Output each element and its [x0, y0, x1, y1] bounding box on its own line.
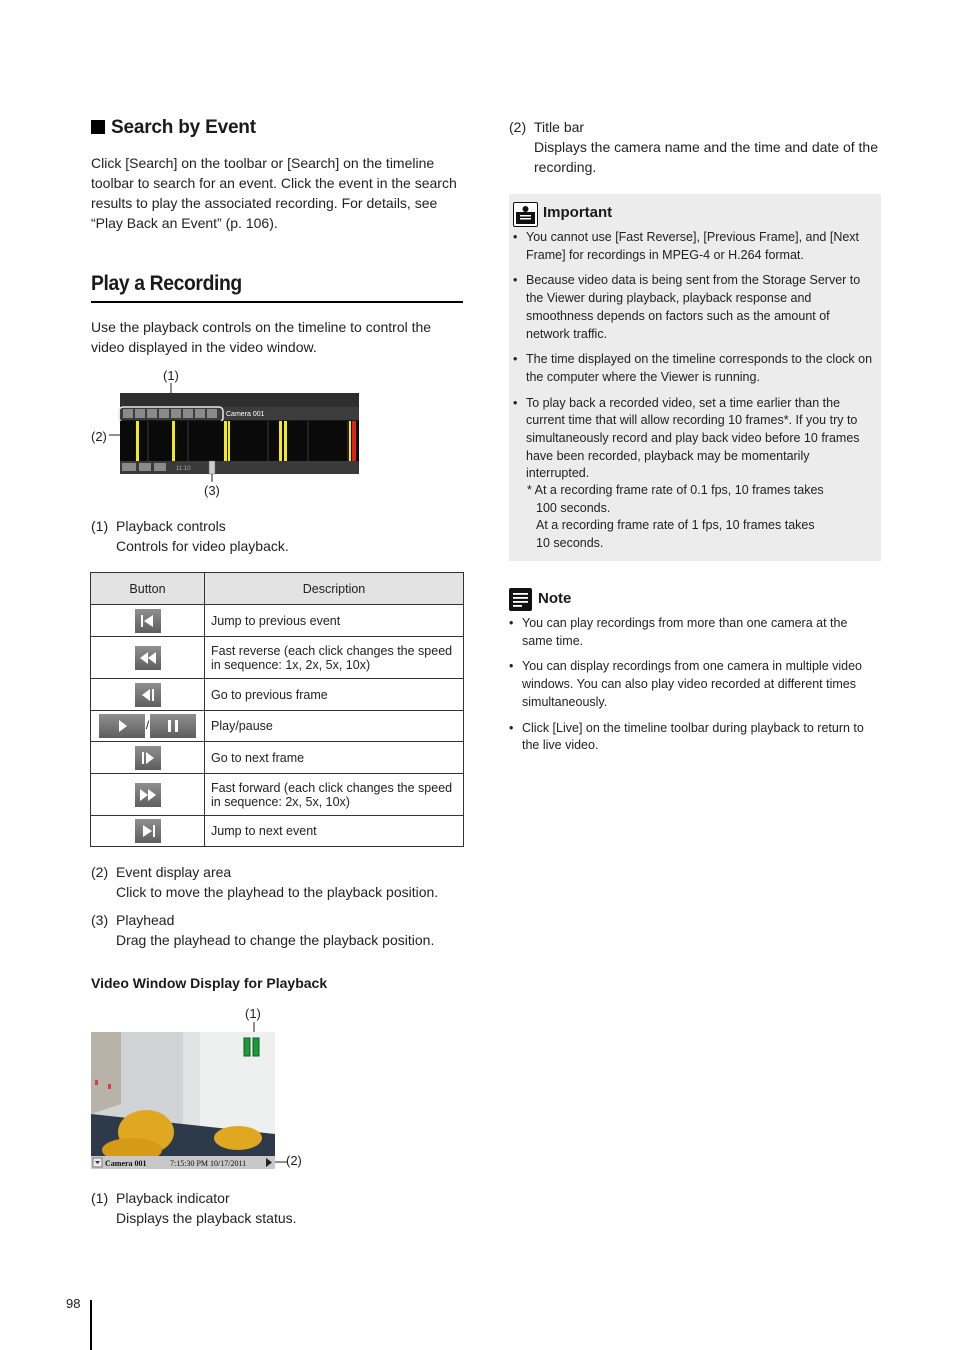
- item-title: Title bar: [534, 119, 585, 135]
- item-description: Displays the camera name and the time and date of the recording.: [534, 139, 878, 175]
- footnote-line: At a recording frame rate of 1 fps, 10 frames takes: [536, 518, 815, 533]
- fast-forward-icon: [135, 783, 161, 807]
- item-number: (1): [91, 518, 109, 534]
- heading-rule: [91, 301, 463, 303]
- icon-separator: /: [145, 718, 150, 733]
- item-number: (3): [91, 912, 109, 928]
- list-item: • You cannot use [Fast Reverse], [Previous Frame], and [Next Frame] for recordings in MPEG-4 or H.264 format.: [513, 229, 875, 264]
- item-title: Playback indicator: [116, 1190, 230, 1206]
- item-event-display-area: [91, 862, 463, 882]
- button-cell: [91, 742, 205, 774]
- timeline-callout-3: (3): [204, 483, 220, 498]
- note-title: Note: [538, 590, 572, 607]
- table-row: [91, 605, 464, 637]
- button-cell: [91, 774, 205, 816]
- video-time-label: 7:15:30 PM 10/17/2011: [170, 1159, 247, 1168]
- note-list: [509, 615, 881, 763]
- list-item: • Click [Live] on the timeline toolbar during playback to return to the live video.: [509, 720, 881, 755]
- footnote-line: * At a recording frame rate of 0.1 fps, 10 frames takes: [527, 483, 824, 497]
- play-recording-text: Use the playback controls on the timeline to control the video displayed in the video window.: [91, 319, 432, 355]
- footnote-line: 100 seconds.: [536, 500, 611, 515]
- video-callout-2: (2): [286, 1153, 302, 1168]
- video-window-figure: [88, 1004, 318, 1174]
- jump-previous-icon: [135, 609, 161, 633]
- button-cell: [91, 605, 205, 637]
- table-row: [91, 742, 464, 774]
- list-item: • Because video data is being sent from the Storage Server to the Viewer during playback, playback response and smoothness depends on factors such as the amount of network traffic.: [513, 272, 875, 343]
- button-cell: [91, 679, 205, 711]
- item-description: Click to move the playhead to the playback position.: [116, 884, 439, 900]
- item-title: Playhead: [116, 912, 175, 928]
- video-window-screenshot: [88, 1004, 318, 1174]
- timeline-callout-2: (2): [91, 429, 107, 444]
- description-cell: Go to previous frame: [205, 679, 464, 711]
- playhead-handle: [209, 461, 215, 474]
- note-icon: [509, 588, 532, 611]
- item-description: Drag the playhead to change the playback position.: [116, 932, 435, 948]
- item-title: Event display area: [116, 864, 232, 880]
- important-list: [513, 229, 875, 491]
- item-title: Playback controls: [116, 518, 226, 534]
- play-icon: [99, 714, 145, 738]
- item-playback-indicator: [91, 1188, 463, 1208]
- video-window-heading: Video Window Display for Playback: [91, 975, 328, 991]
- play-recording-heading: Play a Recording: [91, 272, 242, 295]
- button-table: [90, 572, 464, 847]
- timeline-camera-label: Camera 001: [226, 411, 265, 418]
- search-by-event-heading: Search by Event: [91, 117, 256, 139]
- table-row: [91, 816, 464, 847]
- list-item: • You can play recordings from more than one camera at the same time.: [509, 615, 881, 650]
- item-number: (1): [91, 1190, 109, 1206]
- square-bullet-icon: [91, 120, 105, 134]
- table-header: [91, 573, 464, 605]
- next-frame-icon: [135, 746, 161, 770]
- important-box: [509, 194, 881, 561]
- fast-reverse-icon: [135, 646, 161, 670]
- table-row: [91, 774, 464, 816]
- item-playhead: [91, 910, 463, 930]
- page-number: 98: [66, 1296, 81, 1311]
- item-title-bar: [509, 117, 881, 137]
- item-playback-controls: [91, 516, 463, 536]
- footnote-line: 10 seconds.: [536, 536, 604, 551]
- description-cell: Play/pause: [205, 711, 464, 742]
- previous-frame-icon: [135, 683, 161, 707]
- list-item: • You can display recordings from one camera in multiple video windows. You can also play video recorded at different times simultaneously.: [509, 658, 881, 711]
- table-row: [91, 711, 464, 742]
- description-cell: Go to next frame: [205, 742, 464, 774]
- item-number: (2): [509, 119, 527, 135]
- item-description: Displays the playback status.: [116, 1210, 297, 1226]
- button-cell: [91, 816, 205, 847]
- col-header-button: Button: [91, 573, 205, 605]
- item-number: (2): [91, 864, 109, 880]
- pause-icon: [150, 714, 196, 738]
- timeline-screenshot: [88, 365, 368, 500]
- button-cell: [91, 711, 205, 742]
- description-cell: Fast reverse (each click changes the speed in sequence: 1x, 2x, 5x, 10x): [205, 637, 464, 679]
- list-item: • The time displayed on the timeline corresponds to the clock on the computer where the Viewer is running.: [513, 351, 875, 386]
- timeline-callout-1: (1): [163, 368, 179, 383]
- page-number-bar: [90, 1300, 92, 1350]
- important-footnote: [527, 482, 877, 553]
- description-cell: Jump to previous event: [205, 605, 464, 637]
- description-cell: Fast forward (each click changes the speed in sequence: 2x, 5x, 10x): [205, 774, 464, 816]
- search-by-event-text: Click [Search] on the toolbar or [Search] on the timeline toolbar to search for an event. Click the event in the search results to play the associated recording. For details, see “Play Back an Event” (p. 106).: [91, 155, 457, 231]
- item-description: Controls for video playback.: [116, 538, 289, 554]
- table-row: [91, 637, 464, 679]
- important-title: Important: [543, 204, 613, 221]
- button-cell: [91, 637, 205, 679]
- important-icon: [513, 202, 538, 227]
- col-header-description: Description: [205, 573, 464, 605]
- video-camera-label: Camera 001: [105, 1159, 147, 1168]
- jump-next-icon: [135, 819, 161, 843]
- description-cell: Jump to next event: [205, 816, 464, 847]
- timeline-time-label: 11:10: [176, 466, 191, 472]
- timeline-figure: [88, 365, 368, 500]
- list-item: • To play back a recorded video, set a time earlier than the current time that will allow recording 10 frames*. If you try to simultaneously record and play back video before 10 frames have been recorded, playback may be momentarily interrupted.: [513, 395, 875, 484]
- table-row: [91, 679, 464, 711]
- video-callout-1: (1): [245, 1006, 261, 1021]
